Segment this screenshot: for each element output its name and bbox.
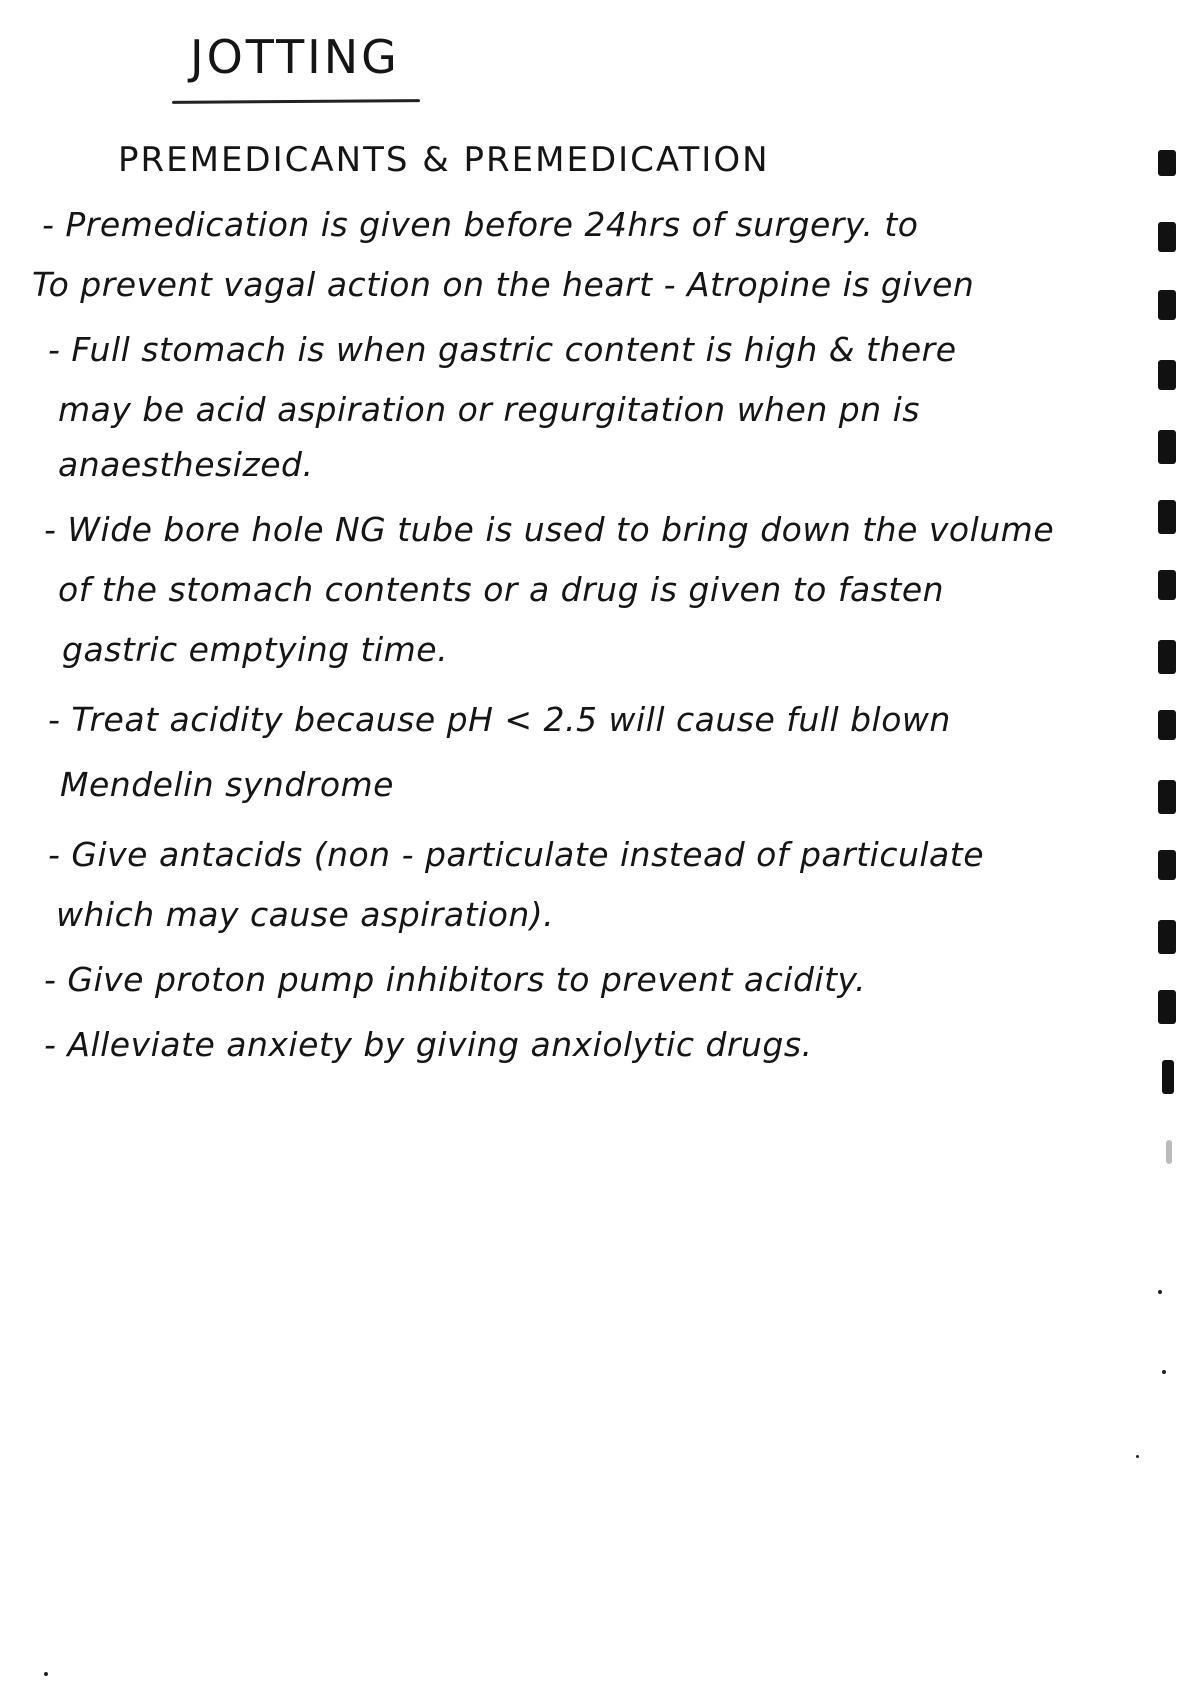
page-title: JOTTING (190, 30, 400, 84)
binding-hole (1158, 850, 1176, 880)
note-line: anaesthesized. (58, 445, 314, 484)
page-speck (44, 1672, 48, 1676)
binding-hole (1158, 150, 1176, 176)
binding-hole (1158, 290, 1176, 320)
binding-hole (1158, 500, 1176, 534)
binding-hole (1158, 430, 1176, 464)
note-line: - Full stomach is when gastric content is high & there (48, 330, 957, 369)
note-line: gastric emptying time. (62, 630, 449, 669)
note-line: which may cause aspiration). (56, 895, 555, 934)
note-line: of the stomach contents or a drug is given to fasten (58, 570, 945, 609)
title-underline (172, 99, 420, 104)
binding-hole (1166, 1140, 1172, 1164)
binding-hole (1158, 640, 1176, 674)
note-line: may be acid aspiration or regurgitation when pn is (58, 390, 920, 429)
note-line: - Wide bore hole NG tube is used to bring down the volume (44, 510, 1055, 549)
binding-hole (1158, 710, 1176, 740)
page-speck (1158, 1290, 1162, 1294)
binding-hole (1158, 780, 1176, 814)
binding-hole (1162, 1060, 1174, 1094)
note-line: To prevent vagal action on the heart - Atropine is given (32, 265, 975, 304)
section-heading: PREMEDICANTS & PREMEDICATION (118, 140, 770, 180)
page-speck (1162, 1370, 1166, 1374)
note-line: - Premedication is given before 24hrs of surgery. to (42, 205, 919, 244)
note-line: - Give antacids (non - particulate instead of particulate (48, 835, 985, 874)
note-line: - Alleviate anxiety by giving anxiolytic drugs. (44, 1025, 813, 1064)
note-line: - Treat acidity because pH < 2.5 will cause full blown (48, 700, 951, 739)
note-line: Mendelin syndrome (60, 765, 394, 804)
binding-hole (1158, 920, 1176, 954)
binding-hole (1158, 360, 1176, 390)
note-line: - Give proton pump inhibitors to prevent acidity. (44, 960, 866, 999)
binding-hole (1158, 222, 1176, 252)
spiral-binding (1150, 140, 1190, 1200)
binding-hole (1158, 570, 1176, 600)
page-speck (1136, 1455, 1139, 1458)
binding-hole (1158, 990, 1176, 1024)
